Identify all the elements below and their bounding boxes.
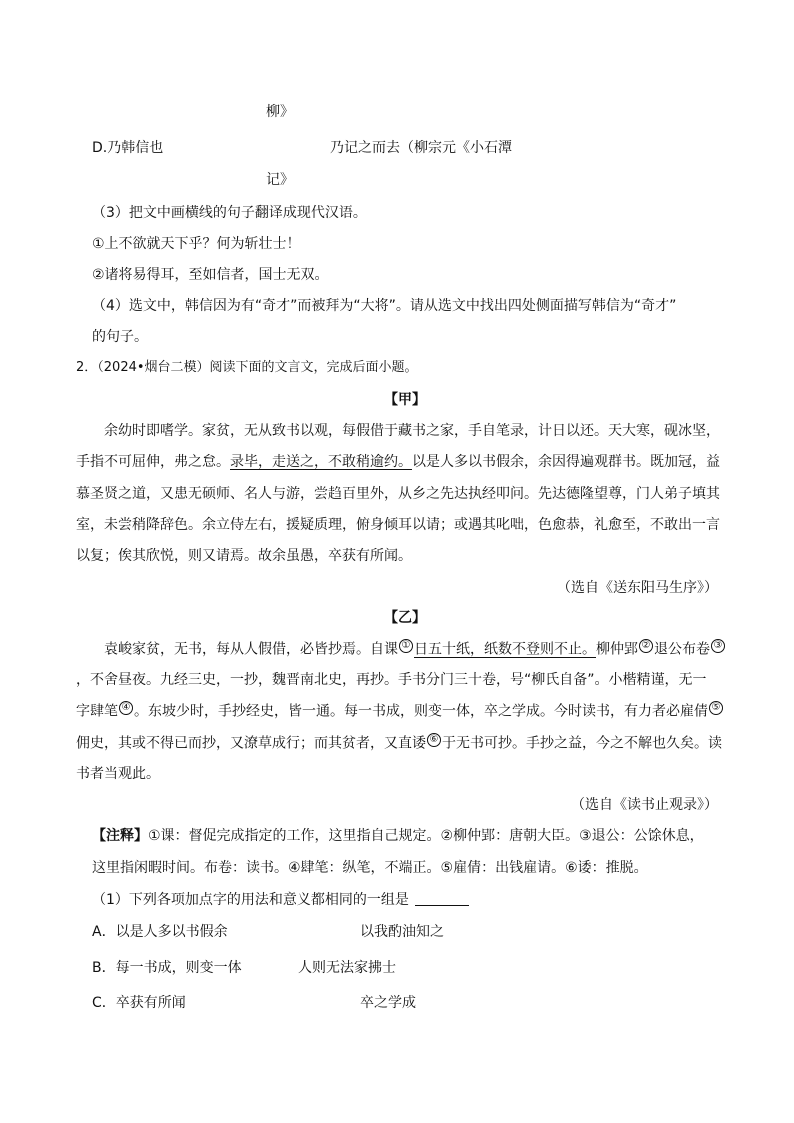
passage-yi-line-4: 佣史，其或不得已而抄，又潦草成行；而其贫者，又直诿 ⑥ 于无书可抄。手抄之益，今之不解也久矣。读 — [76, 734, 722, 752]
option-c-right: 卒之学成 — [360, 995, 416, 1011]
passage-yi-line-2: ，不舍昼夜。九经三史，一抄，魏晋南北史，再抄。手书分门三十卷，号“柳氏自备”。小楷精谨，无一 — [76, 672, 707, 688]
question-3-sentence-2: ②诸将易得耳，至如信者，国士无双。 — [92, 267, 329, 283]
footnote-marker-4: ④ — [119, 701, 133, 715]
annotation-line-1: 【注释】①课：督促完成指定的工作，这里指自己规定。②柳仲郢：唐朝大臣。③退公：公馀休息， — [92, 828, 704, 844]
footnote-marker-6: ⑥ — [427, 733, 441, 747]
answer-blank[interactable] — [415, 891, 469, 906]
passage-jia-title: 【甲】 — [384, 392, 426, 408]
question-2-intro: 2．（2024•烟台二模）阅读下面的文言文，完成后面小题。 — [76, 360, 418, 375]
question-3-sentence-1: ①上不欲就天下乎？何为斩壮士！ — [92, 236, 301, 252]
option-c-left: C．卒获有所闻 — [92, 995, 186, 1011]
passage-jia-line-1: 余幼时即嗜学。家贫，无从致书以观，每假借于藏书之家，手自笔录，计日以还。天大寒，砚冰坚， — [104, 423, 720, 439]
passage-jia-line-3: 慕圣贤之道，又患无硕师、名人与游，尝趋百里外，从乡之先达执经叩问。先达德隆望尊，门人弟子填其 — [76, 486, 720, 502]
option-d-left: D.乃韩信也 — [92, 140, 164, 156]
passage-yi-line-1: 袁峻家贫，无书，每从人假借，必皆抄焉。自课 ① 日五十纸，纸数不登则不止。柳仲郢 ② 退公布卷 ③ — [104, 639, 726, 660]
option-a-right: 以我酌油知之 — [360, 924, 444, 940]
annotation-line-2: 这里指闲暇时间。布卷：读书。④肆笔：纵笔，不端正。⑤雇倩：出钱雇请。⑥诿：推脱。 — [92, 860, 648, 876]
footnote-marker-1: ① — [399, 639, 413, 653]
sub-question-1: （1）下列各项加点字的用法和意义都相同的一组是 — [92, 890, 469, 910]
passage-jia-line-4: 室，未尝稍降辞色。余立侍左右，援疑质理，俯身倾耳以请；或遇其叱咄，色愈恭，礼愈至，不敢出一言 — [76, 517, 720, 533]
passage-jia-source: （选自《送东阳马生序》） — [557, 580, 718, 596]
passage-jia-line-5: 以复；俟其欣悦，则又请焉。故余虽愚，卒获有所闻。 — [76, 548, 412, 564]
question-3: （3）把文中画横线的句子翻译成现代汉语。 — [92, 205, 367, 221]
option-c-continuation: 柳》 — [266, 104, 294, 120]
passage-yi-title: 【乙】 — [384, 610, 426, 626]
option-d-continuation: 记》 — [266, 172, 294, 188]
passage-yi-line-3: 字肆笔 ④ 。东坡少时，手抄经史，皆一通。每一书成，则变一体，卒之学成。今时读书，有力者必雇倩 ⑤ — [76, 701, 724, 722]
footnote-marker-2: ② — [639, 639, 653, 653]
option-d-right: 乃记之而去（柳宗元《小石潭 — [330, 140, 512, 156]
underlined-sentence: 录毕，走送之，不敢稍逾约。 — [230, 454, 412, 470]
footnote-marker-3: ③ — [711, 639, 725, 653]
option-a-left: A．以是人多以书假余 — [92, 924, 228, 940]
question-4-line-1: （4）选文中，韩信因为有“奇才”而被拜为“大将”。请从选文中找出四处侧面描写韩信为“奇才” — [92, 298, 677, 314]
footnote-marker-5: ⑤ — [709, 701, 723, 715]
underlined-sentence: 日五十纸，纸数不登则不止。 — [414, 641, 596, 658]
passage-jia-line-2: 手指不可屈伸，弗之怠。录毕，走送之，不敢稍逾约。以是人多以书假余，余因得遍观群书。既加冠，益 — [76, 454, 720, 470]
passage-yi-source: （选自《读书止观录》） — [571, 797, 718, 813]
passage-yi-line-5: 书者当观此。 — [76, 766, 160, 782]
option-b-right: 人则无法家拂士 — [298, 960, 396, 976]
question-4-line-2: 的句子。 — [92, 329, 148, 345]
option-b-left: B．每一书成，则变一体 — [92, 960, 242, 976]
